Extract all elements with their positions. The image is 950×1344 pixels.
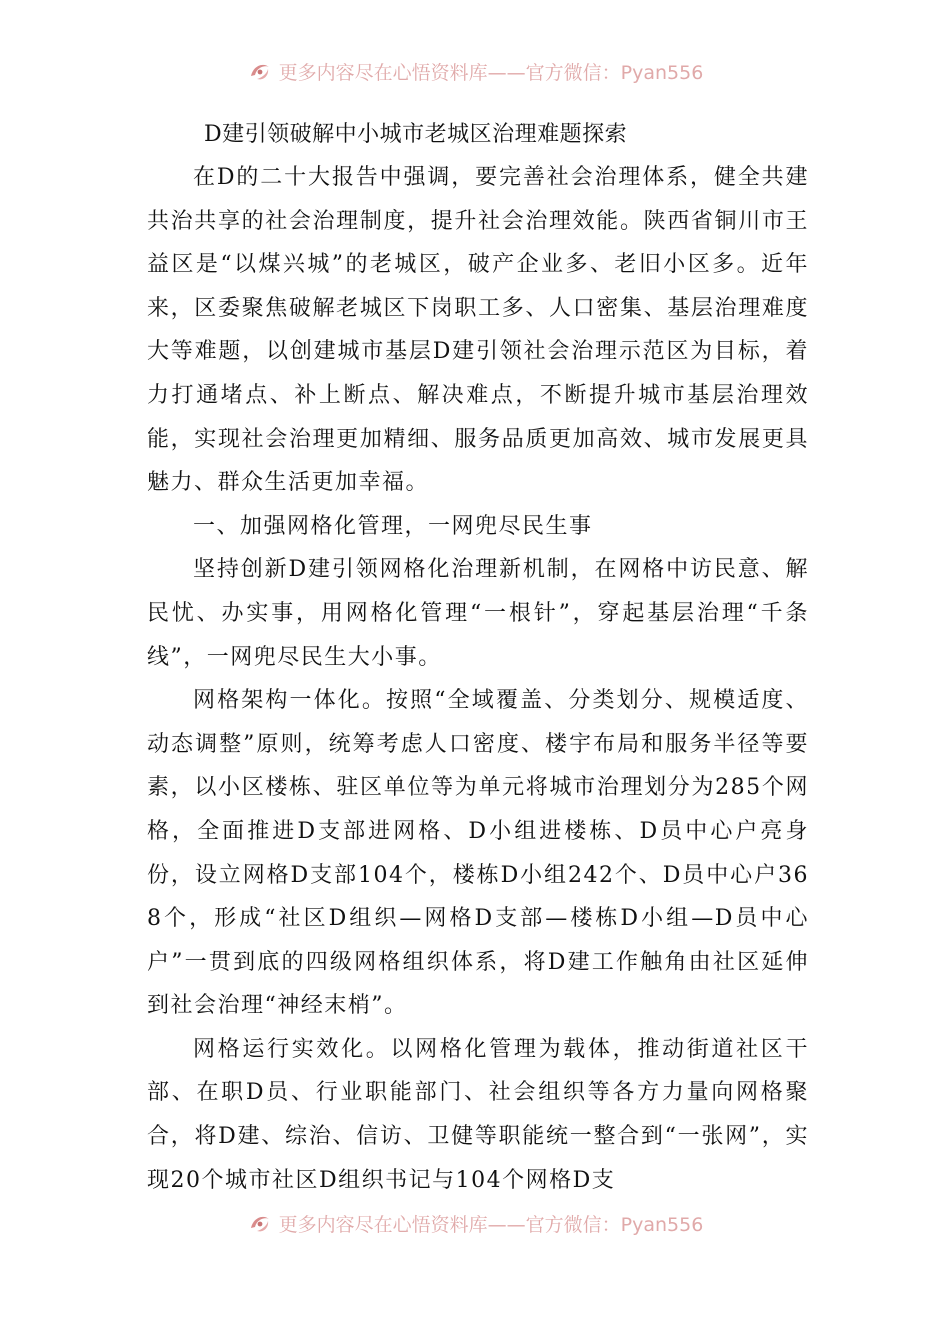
intro-paragraph: 在D的二十大报告中强调，要完善社会治理体系，健全共建共治共享的社会治理制度，提升社会治理效能。陕西省铜川市王益区是“以煤兴城”的老城区，破产企业多、老旧小区多。近年来，区委聚焦破解老城区下岗职工多、人口密集、基层治理难度大等难题，以创建城市基层D建引领社会治理示范区为目标，着力打通堵点、补上断点、解决难点，不断提升城市基层治理效能，实现社会治理更加精细、服务品质更加高效、城市发展更具魅力、群众生活更加幸福。 <box>147 165 809 496</box>
section-1-paragraph-1: 坚持创新D建引领网格化治理新机制，在网格中访民意、解民忧、办实事，用网格化管理“一根针”，穿起基层治理“千条线”，一网兜尽民生大小事。 <box>147 557 809 670</box>
watermark-bottom <box>0 1206 950 1240</box>
watermark-top <box>0 54 950 88</box>
document-page <box>147 114 809 1202</box>
brand-logo-icon <box>247 1210 273 1236</box>
section-1-paragraph-2: 网格架构一体化。按照“全域覆盖、分类划分、规模适度、动态调整”原则，统筹考虑人口密度、楼宇布局和服务半径等要素，以小区楼栋、驻区单位等为单元将城市治理划分为285个网格，全面推进D支部进网格、D小组进楼栋、D员中心户亮身份，设立网格D支部104个，楼栋D小组242个、D员中心户368个，形成“社区D组织—网格D支部—楼栋D小组—D员中心户”一贯到底的四级网格组织体系，将D建工作触角由社区延伸到社会治理“神经末梢”。 <box>147 688 809 1019</box>
brand-logo-icon <box>247 58 273 84</box>
section-1-heading: 一、加强网格化管理，一网兜尽民生事 <box>193 513 593 539</box>
section-1-paragraph-3: 网格运行实效化。以网格化管理为载体，推动街道社区干部、在职D员、行业职能部门、社会组织等各方力量向网格聚合，将D建、综治、信访、卫健等职能统一整合到“一张网”，实现20个城市社区D组织书记与104个网格D支 <box>147 1036 809 1193</box>
watermark-text: 更多内容尽在心悟资料库——官方微信：Pyan556 <box>278 61 704 84</box>
watermark-text: 更多内容尽在心悟资料库——官方微信：Pyan556 <box>278 1213 704 1236</box>
document-title: D建引领破解中小城市老城区治理难题探索 <box>204 122 628 147</box>
